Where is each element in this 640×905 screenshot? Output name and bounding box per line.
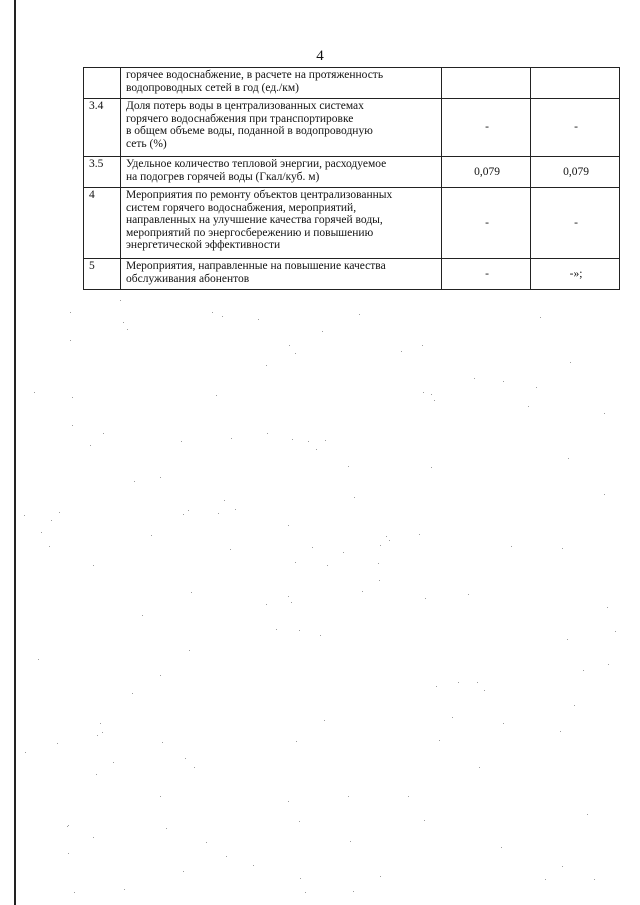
scan-speck [276, 629, 277, 630]
scan-speck [288, 525, 289, 526]
scan-speck [51, 520, 52, 521]
scan-speck [267, 433, 268, 434]
scan-speck [296, 741, 297, 742]
scan-speck [160, 675, 161, 676]
scan-speck [191, 592, 192, 593]
scan-speck [348, 796, 349, 797]
left-margin-rule [14, 0, 16, 905]
scan-speck [70, 340, 71, 341]
scan-speck [353, 891, 354, 892]
scan-speck [72, 397, 73, 398]
scan-speck [166, 828, 167, 829]
scan-speck [316, 449, 317, 450]
scan-speck [295, 353, 296, 354]
row-number: 4 [84, 188, 121, 259]
scan-speck [93, 565, 94, 566]
scan-speck [484, 690, 485, 691]
scan-speck [120, 300, 121, 301]
scan-speck [562, 866, 563, 867]
scan-speck [49, 546, 50, 547]
scan-speck [322, 331, 323, 332]
scan-speck [431, 467, 432, 468]
scan-speck [359, 314, 360, 315]
scan-speck [291, 602, 292, 603]
scan-speck [528, 406, 529, 407]
scan-speck [258, 319, 259, 320]
scan-speck [422, 345, 423, 346]
scan-speck [468, 594, 469, 595]
scan-speck [615, 631, 616, 632]
scan-speck [327, 565, 328, 566]
row-number: 3.4 [84, 99, 121, 157]
scan-speck [425, 598, 426, 599]
scan-speck [67, 826, 68, 827]
scan-speck [292, 439, 293, 440]
scan-speck [142, 615, 143, 616]
scan-speck [38, 659, 39, 660]
scan-speck [305, 892, 306, 893]
scan-speck [386, 536, 387, 537]
scan-speck [308, 441, 309, 442]
scan-speck [583, 670, 584, 671]
scan-speck [401, 351, 402, 352]
scan-speck [162, 742, 163, 743]
scan-speck [212, 312, 213, 313]
scan-speck [189, 650, 190, 651]
row-value-1 [442, 68, 531, 99]
row-number: 5 [84, 259, 121, 290]
row-description: Доля потерь воды в централизованных системах горячего водоснабжения при транспортировке в общем объеме воды, поданной в водопроводную сеть (%) [121, 99, 442, 157]
scan-speck [96, 774, 97, 775]
scan-speck [419, 534, 420, 535]
scan-speck [439, 740, 440, 741]
table-row [84, 68, 620, 99]
scan-speck [562, 548, 563, 549]
scan-speck [206, 842, 207, 843]
row-number: 3.5 [84, 157, 121, 188]
scan-speck [226, 856, 227, 857]
scan-speck [436, 686, 437, 687]
scan-speck [312, 547, 313, 548]
scan-speck [567, 639, 568, 640]
scan-speck [380, 876, 381, 877]
scan-speck [389, 540, 390, 541]
scan-speck [511, 546, 512, 547]
scan-speck [503, 723, 504, 724]
row-value-1: - [442, 259, 531, 290]
scan-speck [423, 392, 424, 393]
scan-speck [253, 865, 254, 866]
scan-speck [379, 580, 380, 581]
row-description: Мероприятия по ремонту объектов централизованных систем горячего водоснабжения, мероприятий, направленных на улучшение качества горячей воды, мероприятий по энергосбережению и повышению энергетической эффективности [121, 188, 442, 259]
row-value-2: -»; [531, 259, 620, 290]
scan-speck [235, 509, 236, 510]
scan-speck [134, 481, 135, 482]
scan-speck [604, 413, 605, 414]
scan-speck [224, 500, 225, 501]
scan-speck [560, 731, 561, 732]
row-value-2: 0,079 [531, 157, 620, 188]
scan-speck [230, 549, 231, 550]
row-description: горячее водоснабжение, в расчете на протяженность водопроводных сетей в год (ед./км) [121, 68, 442, 99]
scan-speck [570, 362, 571, 363]
scan-speck [70, 312, 71, 313]
scan-speck [24, 515, 25, 516]
row-number [84, 68, 121, 99]
scan-speck [266, 604, 267, 605]
scan-speck [324, 720, 325, 721]
row-description: Удельное количество тепловой энергии, расходуемое на подогрев горячей воды (Гкал/куб. м) [121, 157, 442, 188]
scan-speck [127, 329, 128, 330]
scan-speck [216, 395, 217, 396]
scan-speck [608, 664, 609, 665]
scan-speck [183, 871, 184, 872]
row-value-1: - [442, 99, 531, 157]
scan-speck [93, 837, 94, 838]
scan-speck [540, 317, 541, 318]
scan-speck [568, 458, 569, 459]
scan-speck [160, 796, 161, 797]
scan-speck [57, 743, 58, 744]
page-number: 4 [316, 48, 324, 64]
row-value-1: 0,079 [442, 157, 531, 188]
scan-speck [594, 879, 595, 880]
scan-speck [295, 562, 296, 563]
scan-speck [536, 387, 537, 388]
scan-speck [604, 494, 605, 495]
scan-speck [408, 796, 409, 797]
scan-speck [194, 767, 195, 768]
scan-speck [362, 591, 363, 592]
scan-speck [124, 889, 125, 890]
scan-speck [434, 400, 435, 401]
scan-speck [102, 732, 103, 733]
row-value-2 [531, 68, 620, 99]
scan-speck [113, 762, 114, 763]
table-row [84, 259, 620, 290]
scan-speck [266, 365, 267, 366]
scan-speck [183, 514, 184, 515]
scan-speck [288, 596, 289, 597]
scan-speck [354, 497, 355, 498]
scan-speck [607, 607, 608, 608]
scan-speck [479, 767, 480, 768]
scan-speck [68, 853, 69, 854]
scan-speck [90, 445, 91, 446]
scan-speck [222, 316, 223, 317]
scan-speck [378, 563, 379, 564]
scan-speck [59, 512, 60, 513]
scan-speck [132, 693, 133, 694]
scan-speck [288, 801, 289, 802]
scan-speck [348, 466, 349, 467]
scan-speck [103, 433, 104, 434]
scan-speck [41, 532, 42, 533]
scan-speck [380, 545, 381, 546]
scan-speck [299, 821, 300, 822]
row-value-2: - [531, 188, 620, 259]
table-row [84, 157, 620, 188]
row-value-1: - [442, 188, 531, 259]
scan-speck [431, 394, 432, 395]
scan-speck [477, 682, 478, 683]
scan-speck [181, 441, 182, 442]
scan-speck [300, 878, 301, 879]
scan-speck [68, 825, 69, 826]
scan-speck [587, 814, 588, 815]
row-value-2: - [531, 99, 620, 157]
scan-speck [160, 477, 161, 478]
scan-speck [320, 635, 321, 636]
scan-speck [325, 440, 326, 441]
scan-speck [72, 425, 73, 426]
scan-speck [343, 552, 344, 553]
table-row [84, 99, 620, 157]
scan-speck [545, 879, 546, 880]
scan-speck [299, 630, 300, 631]
scan-speck [97, 735, 98, 736]
row-description: Мероприятия, направленные на повышение качества обслуживания абонентов [121, 259, 442, 290]
scan-speck [151, 535, 152, 536]
scan-speck [123, 322, 124, 323]
scan-speck [503, 381, 504, 382]
scan-speck [34, 392, 35, 393]
scan-speck [474, 378, 475, 379]
scan-speck [185, 758, 186, 759]
indicators-table [83, 67, 620, 290]
scan-speck [289, 345, 290, 346]
scan-speck [574, 705, 575, 706]
scan-speck [501, 847, 502, 848]
scan-speck [25, 752, 26, 753]
scan-speck [424, 820, 425, 821]
table-row [84, 188, 620, 259]
scan-speck [74, 892, 75, 893]
scan-speck [350, 841, 351, 842]
scan-speck [452, 717, 453, 718]
scan-speck [231, 438, 232, 439]
scan-speck [188, 510, 189, 511]
scan-speck [100, 723, 101, 724]
scan-speck [458, 682, 459, 683]
scan-speck [218, 513, 219, 514]
